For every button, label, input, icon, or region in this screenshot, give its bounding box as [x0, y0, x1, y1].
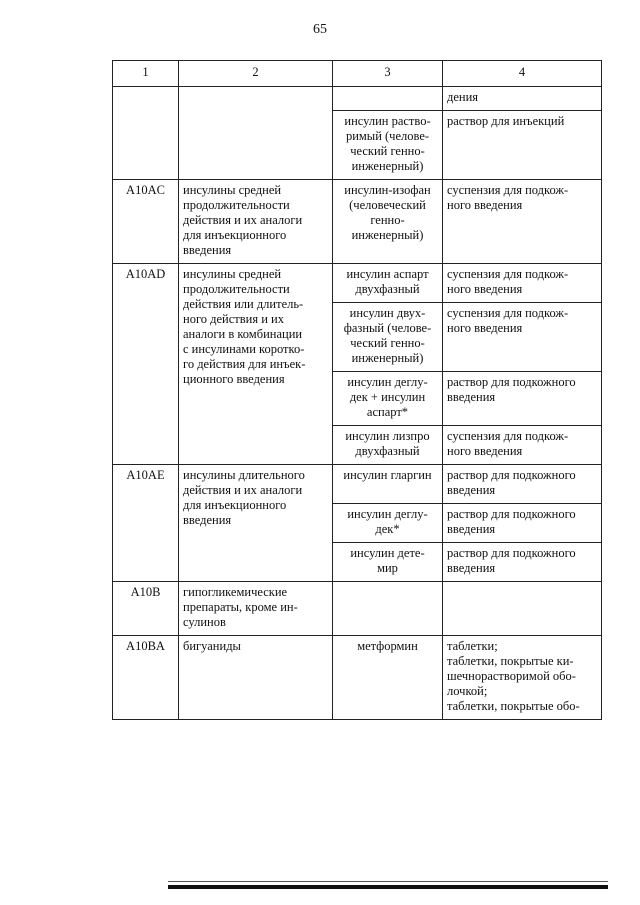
- cell-text-line: введения: [447, 483, 496, 497]
- cell-text-line: введения: [447, 522, 496, 536]
- header-row: [113, 61, 602, 87]
- ingredient-cell: [333, 543, 443, 582]
- atc-code-cell: [113, 636, 179, 720]
- cell-text-line: аспарт*: [366, 405, 409, 419]
- cell-text-line: дения: [447, 90, 479, 104]
- table-row: [113, 180, 602, 264]
- cell-text-line: продолжительности: [183, 198, 290, 212]
- footer-rule-thin: [168, 881, 608, 882]
- cell-text-line: A10AE: [126, 468, 165, 482]
- cell-text-line: суспензия для подкож-: [447, 267, 569, 281]
- cell-text-line: инженерный): [351, 228, 424, 242]
- cell-text-line: инсулины средней: [183, 183, 282, 197]
- ingredient-cell: [333, 504, 443, 543]
- cell-text-line: ного введения: [447, 282, 523, 296]
- cell-text-line: для инъекционного: [183, 228, 287, 242]
- cell-text-line: ного введения: [447, 321, 523, 335]
- cell-text-line: инсулин гларгин: [343, 468, 432, 482]
- cell-text-line: римый (челове-: [345, 129, 430, 143]
- cell-text-line: введения: [183, 513, 232, 527]
- ingredient-cell: [333, 582, 443, 636]
- table-row: [113, 87, 602, 111]
- cell-text-line: продолжительности: [183, 282, 290, 296]
- ingredient-cell: [333, 87, 443, 111]
- cell-text-line: метформин: [357, 639, 418, 653]
- cell-text-line: ного введения: [447, 444, 523, 458]
- cell-text-line: таблетки, покрытые ки-: [447, 654, 574, 668]
- group-name-cell: [179, 465, 333, 582]
- cell-text-line: раствор для подкожного: [447, 546, 576, 560]
- cell-text-line: инсулин деглу-: [347, 375, 428, 389]
- cell-text-line: таблетки;: [447, 639, 498, 653]
- atc-code-cell: [113, 180, 179, 264]
- cell-text-line: ного введения: [447, 198, 523, 212]
- cell-text-line: действия и их аналоги: [183, 213, 303, 227]
- cell-text-line: A10BA: [126, 639, 165, 653]
- ingredient-cell: [333, 303, 443, 372]
- cell-text-line: инсулин лизпро: [345, 429, 430, 443]
- dosage-form-cell: [443, 303, 602, 372]
- cell-text-line: действия или длитель-: [183, 297, 304, 311]
- cell-text-line: суспензия для подкож-: [447, 306, 569, 320]
- cell-text-line: раствор для подкожного: [447, 468, 576, 482]
- drug-table: [112, 60, 602, 720]
- cell-text-line: инженерный): [351, 159, 424, 173]
- cell-text-line: дек*: [375, 522, 400, 536]
- cell-text-line: препараты, кроме ин-: [183, 600, 298, 614]
- cell-text-line: ческий генно-: [350, 336, 425, 350]
- cell-text-line: A10AD: [125, 267, 166, 281]
- cell-text-line: раствор для подкожного: [447, 507, 576, 521]
- cell-text-line: инсулин-изофан: [344, 183, 431, 197]
- atc-code-cell: [113, 582, 179, 636]
- cell-text-line: раствор для подкожного: [447, 375, 576, 389]
- cell-text-line: инсулины средней: [183, 267, 282, 281]
- header-cell: 4: [443, 61, 602, 87]
- dosage-form-cell: [443, 636, 602, 720]
- cell-text-line: бигуаниды: [183, 639, 241, 653]
- dosage-form-cell: [443, 582, 602, 636]
- cell-text-line: аналоги в комбинации: [183, 327, 303, 341]
- cell-text-line: ного действия и их: [183, 312, 284, 326]
- cell-text-line: A10AC: [126, 183, 165, 197]
- table-row: [113, 636, 602, 720]
- cell-text-line: введения: [183, 243, 232, 257]
- cell-text-line: инсулин деглу-: [347, 507, 428, 521]
- table-row: [113, 264, 602, 303]
- group-name-cell: [179, 582, 333, 636]
- cell-text-line: инсулин дете-: [350, 546, 425, 560]
- dosage-form-cell: [443, 372, 602, 426]
- cell-text-line: двухфазный: [355, 444, 420, 458]
- cell-text-line: ческий генно-: [350, 144, 425, 158]
- cell-text-line: для инъекционного: [183, 498, 287, 512]
- cell-text-line: мир: [377, 561, 398, 575]
- cell-text-line: гипогликемические: [183, 585, 288, 599]
- dosage-form-cell: [443, 465, 602, 504]
- cell-text-line: ционного введения: [183, 372, 285, 386]
- cell-text-line: суспензия для подкож-: [447, 429, 569, 443]
- cell-text-line: инсулин раство-: [344, 114, 431, 128]
- header-cell: 1: [113, 61, 179, 87]
- cell-text-line: инсулин аспарт: [346, 267, 429, 281]
- cell-text-line: генно-: [370, 213, 405, 227]
- ingredient-cell: [333, 426, 443, 465]
- table-row: [113, 465, 602, 504]
- footer-rule: [168, 885, 608, 889]
- cell-text-line: дек + инсулин: [349, 390, 426, 404]
- cell-text-line: действия и их аналоги: [183, 483, 303, 497]
- cell-text-line: фазный (челове-: [343, 321, 432, 335]
- header-cell: 2: [179, 61, 333, 87]
- dosage-form-cell: [443, 111, 602, 180]
- group-name-cell: [179, 87, 333, 180]
- cell-text-line: таблетки, покрытые обо-: [447, 699, 580, 713]
- cell-text-line: го действия для инъек-: [183, 357, 306, 371]
- atc-code-cell: [113, 264, 179, 465]
- atc-code-cell: [113, 87, 179, 180]
- dosage-form-cell: [443, 504, 602, 543]
- dosage-form-cell: [443, 543, 602, 582]
- dosage-form-cell: [443, 87, 602, 111]
- cell-text-line: введения: [447, 561, 496, 575]
- cell-text-line: инженерный): [351, 351, 424, 365]
- cell-text-line: инсулин двух-: [349, 306, 426, 320]
- cell-text-line: A10B: [130, 585, 161, 599]
- group-name-cell: [179, 636, 333, 720]
- cell-text-line: с инсулинами коротко-: [183, 342, 305, 356]
- ingredient-cell: [333, 180, 443, 264]
- dosage-form-cell: [443, 426, 602, 465]
- dosage-form-cell: [443, 180, 602, 264]
- cell-text-line: введения: [447, 390, 496, 404]
- ingredient-cell: [333, 111, 443, 180]
- cell-text-line: сулинов: [183, 615, 226, 629]
- ingredient-cell: [333, 372, 443, 426]
- ingredient-cell: [333, 636, 443, 720]
- ingredient-cell: [333, 264, 443, 303]
- atc-code-cell: [113, 465, 179, 582]
- cell-text-line: суспензия для подкож-: [447, 183, 569, 197]
- ingredient-cell: [333, 465, 443, 504]
- cell-text-line: раствор для инъекций: [447, 114, 565, 128]
- group-name-cell: [179, 180, 333, 264]
- cell-text-line: двухфазный: [355, 282, 420, 296]
- dosage-form-cell: [443, 264, 602, 303]
- cell-text-line: лочкой;: [447, 684, 488, 698]
- page-number: 65: [313, 22, 327, 37]
- table-row: [113, 582, 602, 636]
- cell-text-line: шечнорастворимой обо-: [447, 669, 576, 683]
- header-cell: 3: [333, 61, 443, 87]
- cell-text-line: инсулины длительного: [183, 468, 305, 482]
- group-name-cell: [179, 264, 333, 465]
- cell-text-line: (человеческий: [349, 198, 426, 212]
